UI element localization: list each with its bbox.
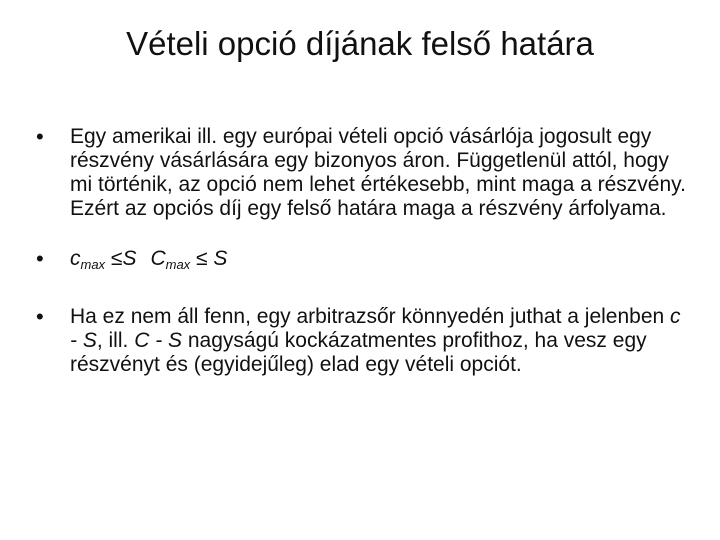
bullet-text-upper-bound: Egy amerikai ill. egy európai vételi opció vásárlója jogosult egy részvény vásárlására egy bizonyos áron. Függetlenül attól, hogy mi történik, az opció nem lehet értékesebb, mint maga a részvény. Ezért az opciós díj egy felső határa maga a részvény árfolyama. xyxy=(70,125,686,220)
slide-title: Vételi opció díjának felső határa xyxy=(126,25,594,62)
bullet-item xyxy=(36,125,686,221)
bullet-icon: • xyxy=(36,304,44,329)
bullet-list xyxy=(36,125,686,377)
inequality-formula xyxy=(70,247,227,277)
formula-C-rhs: S xyxy=(213,247,228,270)
bullet3-part3: nagyságú kockázatmentes profithoz, ha vesz egy részvényt és (egyidejűleg) elad egy vételi opciót. xyxy=(70,329,647,376)
bullet-icon: • xyxy=(36,124,44,149)
bullet3-part1: Ha ez nem áll fenn, egy arbitrazsőr könnyedén juthat a jelenben xyxy=(70,305,671,328)
formula-c-sub: max xyxy=(80,257,106,272)
bullet-item xyxy=(36,247,686,277)
formula-c-var: c xyxy=(70,247,81,270)
formula-C-sub: max xyxy=(165,257,191,272)
bullet-icon: • xyxy=(36,246,44,271)
formula-C-relation: ≤ xyxy=(190,247,214,270)
bullet3-expr1: c - S xyxy=(70,305,681,352)
formula-C-var: C xyxy=(150,247,166,270)
bullet3-expr2: C - S xyxy=(134,329,183,352)
bullet-item xyxy=(36,305,686,377)
formula-c-relation: ≤ xyxy=(105,247,123,270)
bullet-text-arbitrage xyxy=(70,305,686,377)
bullet3-part2: , ill. xyxy=(96,329,135,352)
formula-c-rhs: S xyxy=(122,247,137,270)
